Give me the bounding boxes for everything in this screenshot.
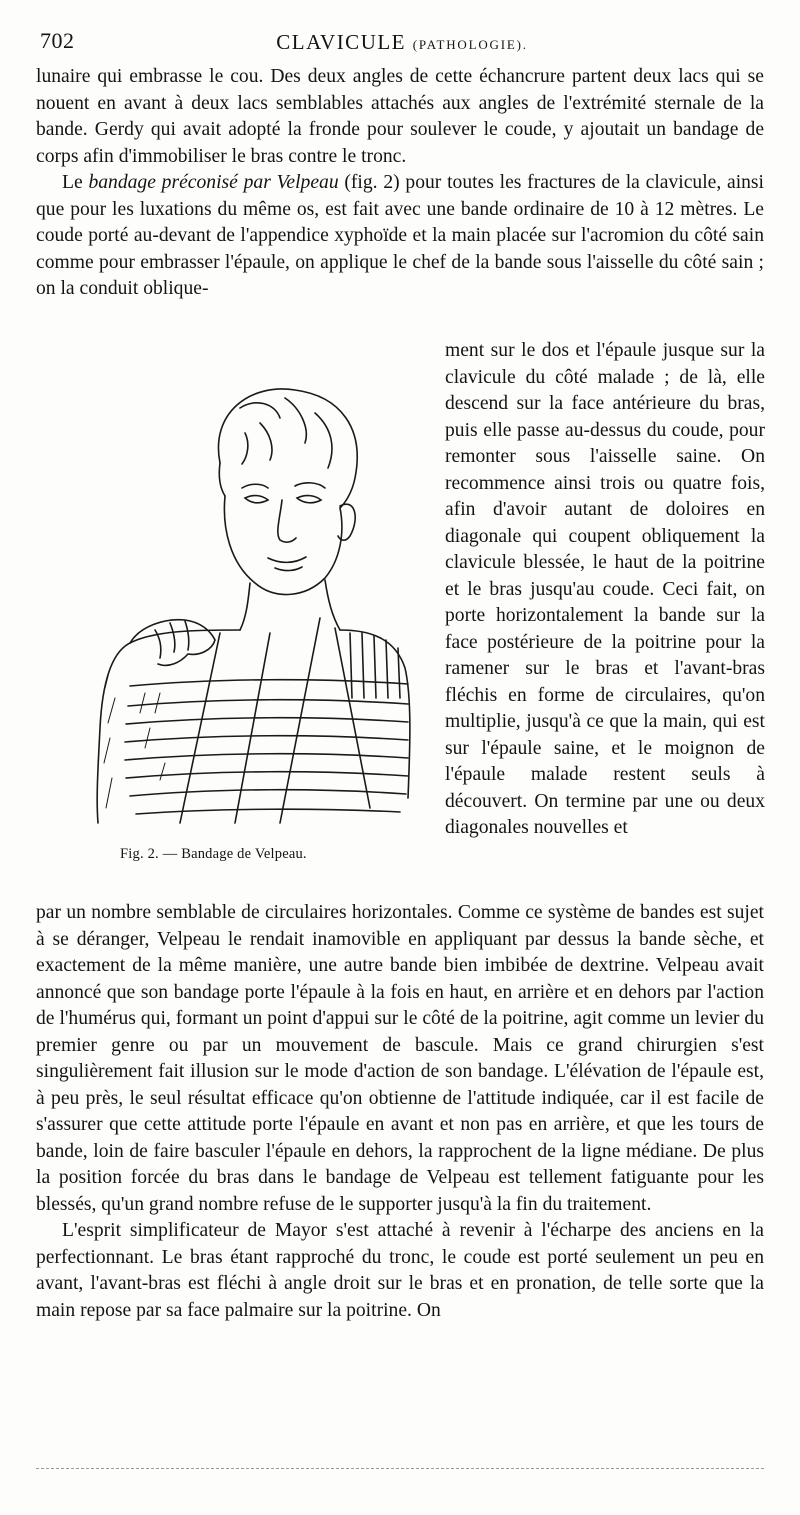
paragraph-2-continued: par un nombre semblable de circulaires horizontales. Comme ce système de bandes est sujet à se déranger, Velpeau le rendait inamovible en appliquant par dessus la bande sèche, et exactement de la même manière, une autre bande bien imbibée de dextrine. Velpeau avait annoncé que son bandage porte l'épaule à la fois en haut, en arrière et en dehors par l'action de l'humérus qui, formant un point d'appui sur le côté de la poitrine, agit comme un levier du premier genre ou par un mouvement de bascule. Mais ce grand chirurgien s'est singulièrement fait illusion sur le mode d'action de son bandage. L'élévation de l'épaule est, à peu près, le seul résultat efficace qu'on obtienne de l'attitude indiquée, car il est facile de s'assurer que cette attitude porte l'épaule en avant et non pas en arrière, et que les tours de bande, loin de faire basculer l'épaule en dehors, la rapprochent de la ligne médiane. De plus la position forcée du bras dans le bandage de Velpeau est tellement fatiguante pour les blessés, qu'un grand nombre refuse de le supporter jusqu'à la fin du traitement.	[36, 902, 764, 1215]
paragraph-1-line: tronc.	[361, 145, 407, 167]
text-column-beside-figure	[445, 338, 765, 842]
running-head	[38, 30, 766, 55]
page-header	[38, 28, 766, 58]
running-head-title: CLAVICULE	[276, 30, 407, 54]
footer-dotted-rule	[36, 1468, 764, 1469]
running-head-subtitle: (PATHOLOGIE).	[412, 37, 528, 52]
paragraph-2-text: (fig. 2) pour toutes les fractures de la clavicule, ainsi que pour les luxations du même os, est fait avec une bande ordinaire de 10 à 12 mètres. Le coude porté au-devant de l'appendice xyphoïde et la main placée sur l'acromion du côté sain comme pour embrasser l'épaule, on applique le chef de la bande sous l'aisselle du côté sain ; on la conduit oblique-	[36, 172, 765, 299]
paragraph-1-line: lunaire qui embrasse le cou. Des deux angles de cette échancrure partent deux	[36, 66, 672, 87]
paragraph-1-line: le coude, y ajoutait un bandage de corps afin d'immobiliser le bras contre le	[36, 119, 765, 167]
text-block-top	[36, 64, 764, 303]
paragraph-1-line: l'extrémité sternale de la bande. Gerdy qui avait adopté la fronde pour soulever	[36, 92, 765, 140]
text-block-bottom	[36, 900, 764, 1324]
figure-caption-number: Fig. 2.	[120, 846, 159, 862]
paragraph-3: L'esprit simplificateur de Mayor s'est attaché à revenir à l'écharpe des anciens en la perfectionnant. Le bras étant rapproché du tronc, le coude est porté seulement un peu en avant, l'avant-bras est fléchi à angle droit sur le bras et en pronation, de telle sorte que la main repose par sa face palmaire sur la poitrine. On	[36, 1220, 764, 1321]
paragraph-1	[36, 64, 764, 170]
figure-velpeau-bandage	[70, 368, 420, 833]
paragraph-2	[36, 170, 764, 303]
page-number: 702	[40, 28, 75, 53]
paragraph-2-lead: Le	[62, 172, 89, 193]
side-column-text: ment sur le dos et l'épaule jusque sur la clavicule du côté malade ; de là, elle descend sur la face antérieure du bras, puis elle passe au-dessus du coude, pour remonter sous l'aisselle saine. On recommence ainsi trois ou quatre fois, afin d'avoir autant de doloires en diagonale qui coupent obliquement la clavicule blessée, le haut de la poitrine et le bras jusqu'au coude. Ceci fait, on porte horizontalement la bande sur la face postérieure de la poitrine pour la ramener sur le bras et l'avant-bras fléchis en forme de circulaires, qu'on multiplie, jusqu'à ce que la main, qui est sur l'épaule saine, et le moignon de l'épaule malade restent seuls à découvert. On termine par une ou deux diagonales nouvelles et	[445, 340, 765, 838]
paragraph-2-emphasis: bandage préconisé par Velpeau	[88, 172, 339, 193]
bandage-illustration	[70, 368, 420, 833]
figure-caption	[120, 846, 380, 863]
paragraph-1-line: lacs qui se nouent en avant à deux lacs semblables attachés aux angles de	[36, 66, 764, 114]
figure-caption-text: — Bandage de Velpeau.	[162, 846, 307, 862]
